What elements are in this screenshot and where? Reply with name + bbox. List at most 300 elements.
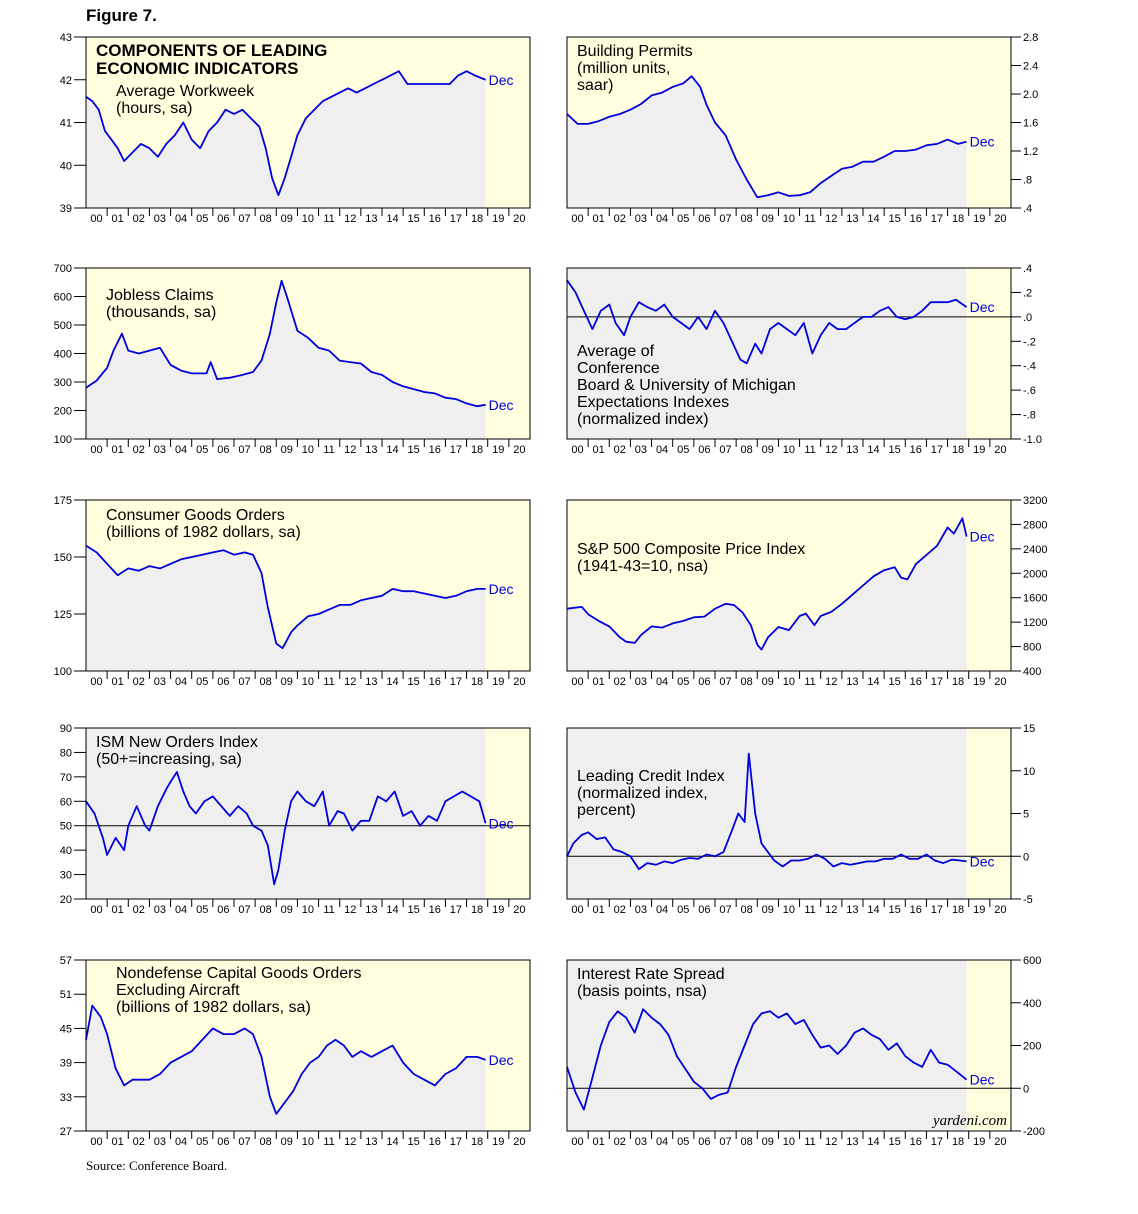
y-tick-label: 100	[53, 666, 72, 678]
y-tick-label: 400	[1023, 666, 1042, 678]
y-tick-label: .4	[1023, 263, 1033, 275]
x-tick-label: 05	[677, 676, 690, 688]
x-tick-label: 05	[677, 904, 690, 916]
end-label: Dec	[969, 528, 995, 545]
x-tick-label: 14	[867, 1136, 880, 1148]
x-tick-label: 10	[301, 676, 315, 688]
x-tick-label: 00	[571, 676, 584, 688]
x-tick-label: 01	[111, 904, 124, 916]
y-tick-label: 45	[59, 1023, 72, 1036]
x-tick-label: 19	[492, 1136, 505, 1148]
x-tick-label: 03	[153, 213, 167, 225]
x-tick-label: 09	[761, 213, 774, 225]
x-tick-label: 01	[592, 1136, 605, 1148]
x-tick-label: 13	[365, 676, 378, 688]
x-tick-label: 05	[196, 904, 209, 916]
x-tick-label: 03	[153, 676, 167, 688]
x-tick-label: 13	[846, 213, 859, 225]
x-tick-label: 13	[365, 213, 378, 225]
x-tick-label: 05	[677, 213, 690, 225]
x-tick-label: 03	[153, 444, 167, 456]
x-tick-label: 20	[994, 213, 1007, 225]
series-label: saar)	[577, 77, 614, 94]
x-tick-label: 10	[782, 676, 796, 688]
y-tick-label: 200	[53, 405, 72, 418]
x-tick-label: 03	[634, 213, 648, 225]
chart-panel-building-permits	[567, 32, 1038, 225]
chart-panel-expectations-index	[567, 263, 1042, 456]
y-tick-label: 3200	[1023, 495, 1048, 507]
x-tick-label: 17	[930, 904, 944, 916]
x-tick-label: 20	[994, 444, 1007, 456]
y-tick-label: 43	[59, 32, 72, 44]
x-tick-label: 05	[677, 1136, 690, 1148]
series-label: Average of	[577, 343, 655, 360]
series-label: (thousands, sa)	[106, 304, 217, 321]
x-tick-label: 14	[867, 444, 880, 456]
x-tick-label: 02	[132, 213, 145, 225]
x-tick-label: 13	[846, 904, 859, 916]
series-label: (1941-43=10, nsa)	[577, 558, 709, 575]
x-tick-label: 15	[407, 444, 420, 456]
x-tick-label: 06	[698, 444, 711, 456]
series-label: S&P 500 Composite Price Index	[577, 541, 806, 558]
x-tick-label: 08	[259, 1136, 272, 1148]
x-tick-label: 01	[592, 676, 605, 688]
x-tick-label: 16	[909, 444, 922, 456]
x-tick-label: 17	[449, 676, 463, 688]
x-tick-label: 06	[217, 444, 230, 456]
x-tick-label: 18	[951, 213, 965, 225]
x-tick-label: 09	[280, 213, 293, 225]
x-tick-label: 12	[825, 444, 838, 456]
x-tick-label: 16	[909, 904, 922, 916]
y-tick-label: 2.4	[1023, 60, 1039, 73]
x-tick-label: 09	[761, 1136, 774, 1148]
chart-panel-jobless-claims	[54, 263, 530, 456]
y-tick-label: 500	[53, 320, 72, 332]
x-tick-label: 00	[90, 444, 103, 456]
x-tick-label: 09	[280, 444, 293, 456]
x-tick-label: 14	[386, 904, 399, 916]
y-tick-label: -.6	[1023, 385, 1036, 398]
x-tick-label: 06	[698, 676, 711, 688]
source-note: Source: Conference Board.	[86, 1158, 228, 1173]
x-tick-label: 19	[973, 1136, 986, 1148]
chart-panel-sp500	[567, 495, 1047, 688]
x-tick-label: 12	[344, 676, 357, 688]
x-tick-label: 11	[323, 904, 335, 916]
x-tick-label: 12	[825, 213, 838, 225]
x-tick-label: 20	[994, 676, 1007, 688]
x-tick-label: 13	[365, 904, 378, 916]
x-tick-label: 18	[470, 904, 484, 916]
series-label: (hours, sa)	[116, 100, 193, 117]
x-tick-label: 13	[365, 1136, 378, 1148]
x-tick-label: 08	[740, 444, 753, 456]
x-tick-label: 18	[951, 444, 965, 456]
x-tick-label: 07	[719, 1136, 732, 1148]
y-tick-label: 2800	[1023, 519, 1048, 532]
x-tick-label: 09	[761, 676, 774, 688]
x-tick-label: 03	[153, 904, 167, 916]
y-tick-label: -5	[1023, 894, 1033, 906]
x-tick-label: 02	[613, 1136, 626, 1148]
x-tick-label: 11	[804, 676, 816, 688]
x-tick-label: 19	[492, 904, 505, 916]
x-tick-label: 01	[592, 444, 605, 456]
x-tick-label: 20	[994, 904, 1007, 916]
x-tick-label: 02	[132, 904, 145, 916]
x-tick-label: 03	[634, 676, 648, 688]
y-tick-label: .0	[1023, 311, 1033, 324]
x-tick-label: 09	[761, 904, 774, 916]
x-tick-label: 14	[386, 1136, 399, 1148]
series-label: Interest Rate Spread	[577, 966, 725, 983]
x-tick-label: 13	[846, 676, 859, 688]
x-tick-label: 10	[301, 444, 315, 456]
x-tick-label: 17	[930, 1136, 944, 1148]
x-tick-label: 01	[111, 213, 124, 225]
x-tick-label: 04	[174, 213, 188, 225]
x-tick-label: 15	[407, 904, 420, 916]
x-tick-label: 14	[386, 213, 399, 225]
series-label: (billions of 1982 dollars, sa)	[116, 999, 311, 1016]
x-tick-label: 02	[132, 676, 145, 688]
y-tick-label: .2	[1023, 287, 1033, 300]
x-tick-label: 18	[951, 904, 965, 916]
x-tick-label: 19	[492, 676, 505, 688]
x-tick-label: 07	[238, 1136, 251, 1148]
x-tick-label: 10	[782, 1136, 796, 1148]
y-tick-label: 57	[59, 955, 72, 967]
x-tick-label: 00	[90, 213, 103, 225]
y-tick-label: 1.6	[1023, 117, 1039, 130]
x-tick-label: 01	[592, 904, 605, 916]
x-tick-label: 07	[719, 444, 732, 456]
series-label: Expectations Indexes	[577, 394, 730, 411]
y-tick-label: 600	[1023, 955, 1042, 967]
y-tick-label: -200	[1023, 1126, 1046, 1138]
y-tick-label: 90	[59, 723, 72, 735]
x-tick-label: 14	[386, 444, 399, 456]
x-tick-label: 12	[825, 1136, 838, 1148]
x-tick-label: 07	[238, 444, 251, 456]
x-tick-label: 00	[571, 1136, 584, 1148]
x-tick-label: 11	[323, 213, 335, 225]
x-tick-label: 11	[804, 904, 816, 916]
x-tick-label: 11	[323, 1136, 335, 1148]
y-tick-label: 200	[1023, 1040, 1042, 1053]
series-label: (normalized index)	[577, 411, 709, 428]
y-tick-label: 1600	[1023, 592, 1048, 605]
series-label: Conference	[577, 360, 660, 377]
x-tick-label: 03	[634, 444, 648, 456]
series-label: Building Permits	[577, 43, 693, 60]
x-tick-label: 20	[513, 904, 526, 916]
x-tick-label: 09	[280, 676, 293, 688]
x-tick-label: 15	[888, 444, 901, 456]
x-tick-label: 12	[344, 904, 357, 916]
y-tick-label: 10	[1023, 765, 1036, 778]
x-tick-label: 17	[449, 213, 463, 225]
x-tick-label: 16	[909, 676, 922, 688]
y-tick-label: 40	[59, 845, 72, 858]
x-tick-label: 19	[492, 444, 505, 456]
y-tick-label: 42	[59, 74, 72, 87]
x-tick-label: 18	[470, 444, 484, 456]
x-tick-label: 16	[428, 676, 441, 688]
x-tick-label: 08	[259, 676, 272, 688]
x-tick-label: 08	[259, 904, 272, 916]
x-tick-label: 16	[909, 213, 922, 225]
y-tick-label: 70	[59, 771, 72, 784]
x-tick-label: 17	[930, 444, 944, 456]
x-tick-label: 15	[407, 1136, 420, 1148]
chart-panel-avg-workweek	[60, 32, 530, 225]
x-tick-label: 03	[634, 1136, 648, 1148]
panel-title: COMPONENTS OF LEADING	[96, 41, 328, 60]
x-tick-label: 16	[428, 213, 441, 225]
x-tick-label: 15	[888, 676, 901, 688]
end-label: Dec	[488, 815, 514, 832]
x-tick-label: 07	[238, 904, 251, 916]
x-tick-label: 13	[846, 1136, 859, 1148]
x-tick-label: 04	[655, 676, 669, 688]
x-tick-label: 07	[719, 904, 732, 916]
y-tick-label: 2400	[1023, 543, 1048, 556]
x-tick-label: 05	[196, 213, 209, 225]
y-tick-label: 27	[59, 1126, 72, 1138]
y-tick-label: 15	[1023, 723, 1036, 735]
y-tick-label: 0	[1023, 1083, 1030, 1096]
y-tick-label: 2.8	[1023, 32, 1039, 44]
x-tick-label: 09	[280, 904, 293, 916]
end-label: Dec	[969, 133, 995, 150]
y-tick-label: 400	[53, 348, 72, 361]
chart-panel-consumer-goods-orders	[54, 495, 530, 688]
x-tick-label: 02	[613, 676, 626, 688]
x-tick-label: 08	[259, 213, 272, 225]
x-tick-label: 05	[677, 444, 690, 456]
series-label: (normalized index,	[577, 785, 708, 802]
x-tick-label: 17	[449, 904, 463, 916]
x-tick-label: 10	[301, 213, 315, 225]
x-tick-label: 10	[782, 213, 796, 225]
x-tick-label: 06	[217, 676, 230, 688]
x-tick-label: 04	[655, 1136, 669, 1148]
y-tick-label: 39	[59, 1057, 72, 1070]
y-tick-label: 600	[53, 291, 72, 304]
series-label: Average Workweek	[116, 83, 255, 100]
series-label: Excluding Aircraft	[116, 982, 240, 999]
x-tick-label: 01	[111, 1136, 124, 1148]
x-tick-label: 10	[301, 904, 315, 916]
y-tick-label: 300	[53, 377, 72, 389]
x-tick-label: 14	[867, 904, 880, 916]
y-tick-label: 60	[59, 796, 72, 809]
x-tick-label: 08	[740, 213, 753, 225]
x-tick-label: 08	[740, 1136, 753, 1148]
chart-panel-ism-new-orders	[60, 723, 530, 916]
x-tick-label: 13	[846, 444, 859, 456]
end-label: Dec	[488, 71, 514, 88]
y-tick-label: 150	[53, 552, 72, 564]
x-tick-label: 11	[323, 676, 335, 688]
x-tick-label: 20	[513, 1136, 526, 1148]
x-tick-label: 14	[867, 676, 880, 688]
y-tick-label: 51	[59, 989, 72, 1002]
x-tick-label: 15	[888, 213, 901, 225]
y-tick-label: -.4	[1023, 360, 1036, 373]
y-tick-label: 125	[53, 609, 72, 621]
x-tick-label: 01	[111, 676, 124, 688]
x-tick-label: 05	[196, 444, 209, 456]
x-tick-label: 11	[804, 1136, 816, 1148]
x-tick-label: 06	[698, 213, 711, 225]
y-tick-label: 1.2	[1023, 146, 1039, 158]
y-tick-label: -.2	[1023, 336, 1036, 349]
end-label: Dec	[969, 299, 995, 316]
x-tick-label: 01	[111, 444, 124, 456]
x-tick-label: 10	[782, 444, 796, 456]
y-tick-label: 2.0	[1023, 89, 1039, 101]
x-tick-label: 20	[994, 1136, 1007, 1148]
x-tick-label: 04	[655, 213, 669, 225]
y-tick-label: 175	[53, 495, 72, 507]
series-label: Nondefense Capital Goods Orders	[116, 965, 362, 982]
x-tick-label: 12	[825, 904, 838, 916]
y-tick-label: 1200	[1023, 617, 1048, 630]
x-tick-label: 19	[973, 444, 986, 456]
x-tick-label: 00	[571, 904, 584, 916]
x-tick-label: 09	[761, 444, 774, 456]
y-tick-label: -1.0	[1023, 434, 1042, 446]
x-tick-label: 04	[174, 676, 188, 688]
watermark: yardeni.com	[932, 1113, 1007, 1129]
y-tick-label: 100	[53, 434, 72, 446]
x-tick-label: 04	[655, 904, 669, 916]
x-tick-label: 04	[174, 444, 188, 456]
series-label: (billions of 1982 dollars, sa)	[106, 524, 301, 541]
x-tick-label: 12	[825, 676, 838, 688]
x-tick-label: 14	[867, 213, 880, 225]
y-tick-label: -.8	[1023, 409, 1036, 422]
x-tick-label: 18	[951, 676, 965, 688]
x-tick-label: 14	[386, 676, 399, 688]
x-tick-label: 02	[613, 213, 626, 225]
y-tick-label: 30	[59, 869, 72, 882]
y-tick-label: 800	[1023, 641, 1042, 654]
y-tick-label: 41	[59, 117, 72, 130]
series-label: (basis points, nsa)	[577, 983, 707, 1000]
x-tick-label: 19	[973, 213, 986, 225]
x-tick-label: 06	[217, 213, 230, 225]
x-tick-label: 19	[973, 904, 986, 916]
series-label: Board & University of Michigan	[577, 377, 796, 394]
end-label: Dec	[969, 853, 995, 870]
y-tick-label: 40	[59, 160, 72, 173]
x-tick-label: 17	[930, 213, 944, 225]
y-tick-label: 700	[53, 263, 72, 275]
x-tick-label: 16	[428, 904, 441, 916]
x-tick-label: 07	[238, 213, 251, 225]
x-tick-label: 08	[740, 904, 753, 916]
x-tick-label: 11	[804, 444, 816, 456]
x-tick-label: 18	[470, 676, 484, 688]
series-label: (million units,	[577, 60, 671, 77]
x-tick-label: 18	[470, 1136, 484, 1148]
x-tick-label: 00	[90, 676, 103, 688]
x-tick-label: 02	[132, 444, 145, 456]
x-tick-label: 12	[344, 1136, 357, 1148]
y-tick-label: 20	[59, 894, 72, 906]
x-tick-label: 11	[804, 213, 816, 225]
x-tick-label: 17	[930, 676, 944, 688]
series-label: Leading Credit Index	[577, 768, 725, 785]
x-tick-label: 15	[407, 213, 420, 225]
series-label: Jobless Claims	[106, 287, 214, 304]
x-tick-label: 08	[740, 676, 753, 688]
x-tick-label: 07	[238, 676, 251, 688]
x-tick-label: 05	[196, 676, 209, 688]
x-tick-label: 15	[888, 904, 901, 916]
chart-panel-leading-credit-index	[567, 723, 1035, 916]
end-label: Dec	[488, 1051, 514, 1068]
x-tick-label: 18	[951, 1136, 965, 1148]
y-tick-label: 0	[1023, 851, 1030, 864]
x-tick-label: 18	[470, 213, 484, 225]
x-tick-label: 02	[613, 444, 626, 456]
x-tick-label: 03	[153, 1136, 167, 1148]
x-tick-label: 00	[571, 444, 584, 456]
x-tick-label: 12	[344, 444, 357, 456]
x-tick-label: 08	[259, 444, 272, 456]
figure-title: Figure 7.	[86, 6, 157, 25]
x-tick-label: 17	[449, 444, 463, 456]
x-tick-label: 19	[492, 213, 505, 225]
series-label: percent)	[577, 802, 636, 819]
x-tick-label: 00	[90, 904, 103, 916]
end-label: Dec	[969, 1071, 995, 1088]
y-tick-label: .8	[1023, 174, 1033, 187]
x-tick-label: 09	[280, 1136, 293, 1148]
x-tick-label: 05	[196, 1136, 209, 1148]
x-tick-label: 04	[174, 904, 188, 916]
x-tick-label: 20	[513, 676, 526, 688]
x-tick-label: 16	[909, 1136, 922, 1148]
x-tick-label: 17	[449, 1136, 463, 1148]
x-tick-label: 03	[634, 904, 648, 916]
x-tick-label: 04	[174, 1136, 188, 1148]
y-tick-label: 80	[59, 747, 72, 760]
y-tick-label: 50	[59, 820, 72, 833]
chart-panel-nondefense-capital-goods	[60, 955, 530, 1148]
y-tick-label: 5	[1023, 808, 1030, 821]
x-tick-label: 00	[90, 1136, 103, 1148]
x-tick-label: 11	[323, 444, 335, 456]
x-tick-label: 10	[301, 1136, 315, 1148]
y-tick-label: 33	[59, 1091, 72, 1104]
y-tick-label: .4	[1023, 203, 1033, 215]
x-tick-label: 02	[613, 904, 626, 916]
x-tick-label: 20	[513, 444, 526, 456]
x-tick-label: 13	[365, 444, 378, 456]
series-label: Consumer Goods Orders	[106, 507, 285, 524]
x-tick-label: 04	[655, 444, 669, 456]
series-label: (50+=increasing, sa)	[96, 751, 242, 768]
y-tick-label: 400	[1023, 997, 1042, 1010]
